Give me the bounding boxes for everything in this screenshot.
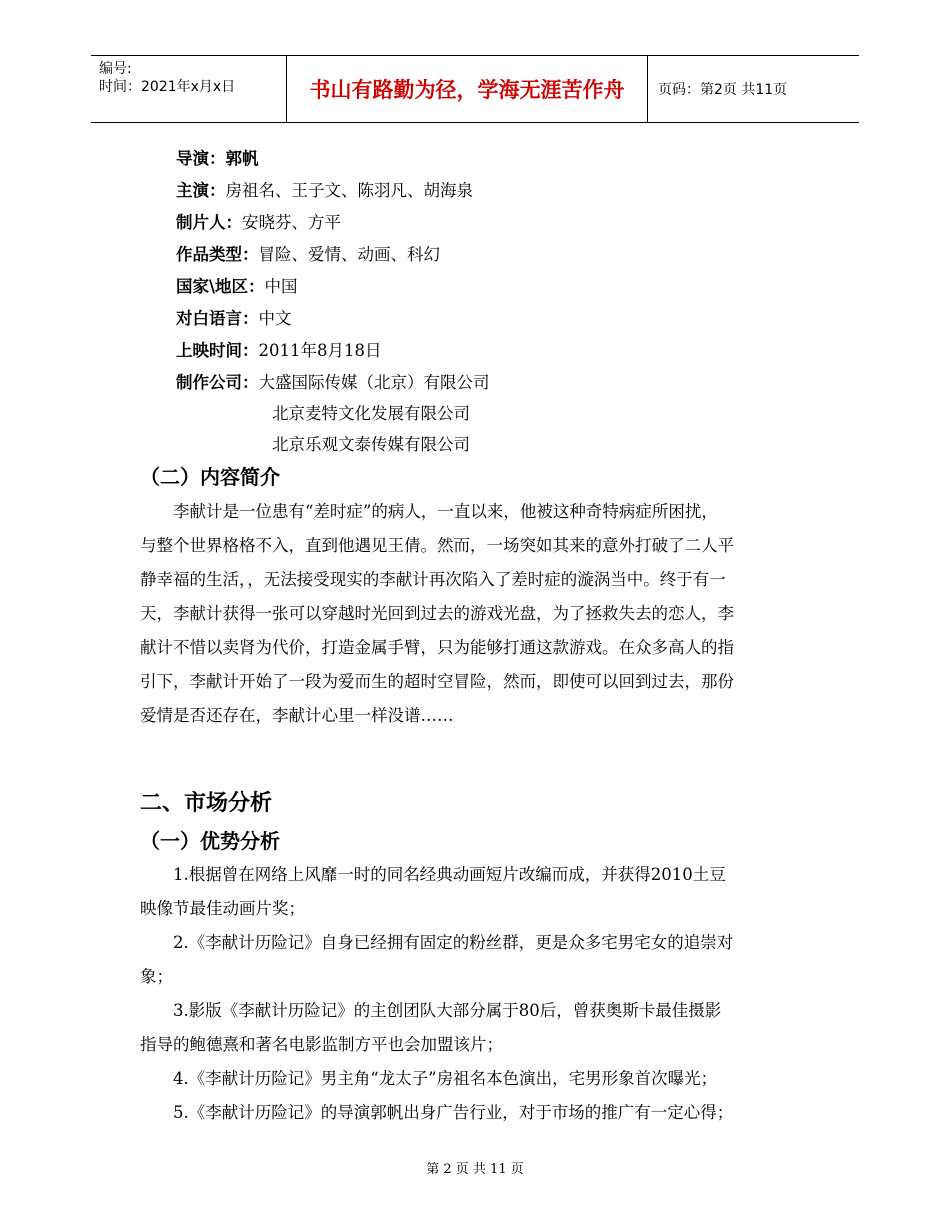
synopsis-line: 李献计是一位患有“差时症”的病人，一直以来，他被这种奇特病症所困扰， xyxy=(140,502,718,521)
synopsis-line: 静幸福的生活，，无法接受现实的李献计再次陷入了差时症的漩涡当中。终于有一 xyxy=(140,570,726,589)
page-footer: 第 2 页 共 11 页 xyxy=(426,1162,524,1177)
advantage-line: 指导的鲍德熹和著名电影监制方平也会加盟该片； xyxy=(140,1035,503,1054)
synopsis-line: 天，李献计获得一张可以穿越时光回到过去的游戏光盘，为了拯救失去的恋人，李 xyxy=(140,604,734,623)
info-producer: 制片人：安晓芬、方平 xyxy=(176,213,341,232)
synopsis-line: 爱情是否还存在，李献计心里一样没谱…… xyxy=(140,706,454,725)
advantage-line: 4.《李献计历险记》男主角“龙太子”房祖名本色演出，宅男形象首次曝光； xyxy=(140,1069,718,1088)
info-language: 对白语言：中文 xyxy=(176,309,292,328)
advantage-line: 5.《李献计历险记》的导演郭帆出身广告行业，对于市场的推广有一定心得； xyxy=(140,1103,734,1122)
advantage-line: 象； xyxy=(140,967,173,986)
time-label: 时间：2021年x月x日 xyxy=(99,79,236,95)
info-genre: 作品类型：冒险、爱情、动画、科幻 xyxy=(176,245,440,264)
info-cast: 主演：房祖名、王子文、陈羽凡、胡海泉 xyxy=(176,181,473,200)
number-label: 编号: xyxy=(99,61,132,77)
advantage-line: 映像节最佳动画片奖； xyxy=(140,899,305,918)
motto: 书山有路勤为径，学海无涯苦作舟 xyxy=(287,56,648,122)
info-company-3: 北京乐观文泰传媒有限公司 xyxy=(272,435,470,454)
synopsis-line: 献计不惜以卖肾为代价，打造金属手臂，只为能够打通这款游戏。在众多高人的指 xyxy=(140,638,734,657)
advantage-line: 3.影版《李献计历险记》的主创团队大部分属于80后，曾获奥斯卡最佳摄影 xyxy=(140,1001,722,1020)
market-heading: 二、市场分析 xyxy=(140,791,273,816)
page-label: 页码：第2页 共11页 xyxy=(658,82,788,98)
advantage-line: 1.根据曾在网络上风靡一时的同名经典动画短片改编而成，并获得2010土豆 xyxy=(140,865,726,884)
synopsis-heading: （二）内容简介 xyxy=(140,465,280,489)
page-header xyxy=(91,55,859,123)
info-director: 导演：郭帆 xyxy=(176,149,259,168)
info-country: 国家\地区：中国 xyxy=(176,277,298,296)
header-left-cell xyxy=(91,56,287,122)
info-release: 上映时间：2011年8月18日 xyxy=(176,341,382,360)
advantage-heading: （一）优势分析 xyxy=(140,829,280,853)
advantage-line: 2.《李献计历险记》自身已经拥有固定的粉丝群，更是众多宅男宅女的追崇对 xyxy=(140,933,734,952)
synopsis-line: 与整个世界格格不入，直到他遇见王倩。然而，一场突如其来的意外打破了二人平 xyxy=(140,536,734,555)
synopsis-line: 引下，李献计开始了一段为爱而生的超时空冒险，然而，即使可以回到过去，那份 xyxy=(140,672,734,691)
synopsis-paragraph xyxy=(140,495,734,733)
advantage-paragraph xyxy=(140,858,733,1130)
info-company: 制作公司：大盛国际传媒（北京）有限公司 xyxy=(176,373,490,392)
info-company-2: 北京麦特文化发展有限公司 xyxy=(272,404,470,423)
